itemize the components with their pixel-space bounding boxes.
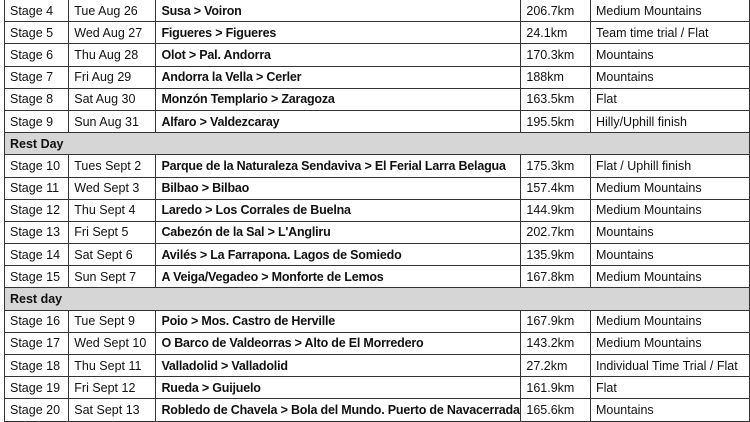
stage-date-cell: Thu Sept 4 xyxy=(69,199,156,221)
stage-route-cell: Alfaro > Valdezcaray xyxy=(156,110,521,132)
stage-distance-cell: 163.5km xyxy=(521,88,591,110)
stage-route-cell: Susa > Voiron xyxy=(156,0,521,22)
stage-terrain-cell: Individual Time Trial / Flat xyxy=(590,355,749,377)
stage-distance-cell: 167.9km xyxy=(521,310,591,332)
stage-distance-cell: 165.6km xyxy=(521,399,591,421)
rest-day-label: Rest Day xyxy=(5,133,750,155)
stage-row xyxy=(5,310,750,332)
stage-row xyxy=(5,244,750,266)
stage-route-cell: O Barco de Valdeorras > Alto de El Morredero xyxy=(156,332,521,354)
stage-route-cell: Bilbao > Bilbao xyxy=(156,177,521,199)
stage-number-cell: Stage 17 xyxy=(5,332,69,354)
stage-number-cell: Stage 20 xyxy=(5,399,69,421)
stage-number-cell: Stage 4 xyxy=(5,0,69,22)
stage-route-cell: Laredo > Los Corrales de Buelna xyxy=(156,199,521,221)
stage-number-cell: Stage 9 xyxy=(5,110,69,132)
stage-terrain-cell: Hilly/Uphill finish xyxy=(590,110,749,132)
stage-date-cell: Tue Sept 9 xyxy=(69,310,156,332)
stage-distance-cell: 206.7km xyxy=(521,0,591,22)
stage-date-cell: Wed Sept 10 xyxy=(69,332,156,354)
stage-row xyxy=(5,44,750,66)
stage-terrain-cell: Medium Mountains xyxy=(590,332,749,354)
stage-terrain-cell: Flat / Uphill finish xyxy=(590,155,749,177)
stage-row xyxy=(5,332,750,354)
stage-row xyxy=(5,155,750,177)
stage-distance-cell: 135.9km xyxy=(521,244,591,266)
stage-route-cell: Valladolid > Valladolid xyxy=(156,355,521,377)
stage-date-cell: Thu Aug 28 xyxy=(69,44,156,66)
stage-number-cell: Stage 8 xyxy=(5,88,69,110)
rest-day-row xyxy=(5,288,750,310)
rest-day-label: Rest day xyxy=(5,288,750,310)
stage-number-cell: Stage 5 xyxy=(5,22,69,44)
stage-number-cell: Stage 12 xyxy=(5,199,69,221)
stage-route-cell: Rueda > Guijuelo xyxy=(156,377,521,399)
stage-distance-cell: 175.3km xyxy=(521,155,591,177)
stage-distance-cell: 170.3km xyxy=(521,44,591,66)
stage-date-cell: Wed Aug 27 xyxy=(69,22,156,44)
stage-terrain-cell: Mountains xyxy=(590,66,749,88)
stage-terrain-cell: Medium Mountains xyxy=(590,310,749,332)
stage-route-cell: Cabezón de la Sal > L'Angliru xyxy=(156,221,521,243)
stage-date-cell: Sun Aug 31 xyxy=(69,110,156,132)
stage-number-cell: Stage 19 xyxy=(5,377,69,399)
stage-date-cell: Tue Aug 26 xyxy=(69,0,156,22)
stage-distance-cell: 195.5km xyxy=(521,110,591,132)
stage-route-cell: Avilés > La Farrapona. Lagos de Somiedo xyxy=(156,244,521,266)
stage-distance-cell: 143.2km xyxy=(521,332,591,354)
stage-terrain-cell: Mountains xyxy=(590,244,749,266)
stage-row xyxy=(5,22,750,44)
stage-distance-cell: 161.9km xyxy=(521,377,591,399)
stage-row xyxy=(5,110,750,132)
stage-number-cell: Stage 7 xyxy=(5,66,69,88)
stage-row xyxy=(5,0,750,22)
stage-row xyxy=(5,221,750,243)
stage-terrain-cell: Medium Mountains xyxy=(590,266,749,288)
stage-distance-cell: 27.2km xyxy=(521,355,591,377)
stage-number-cell: Stage 13 xyxy=(5,221,69,243)
stage-terrain-cell: Mountains xyxy=(590,399,749,421)
stage-route-cell: Parque de la Naturaleza Sendaviva > El Ferial Larra Belagua xyxy=(156,155,521,177)
stage-date-cell: Sun Sept 7 xyxy=(69,266,156,288)
stage-terrain-cell: Team time trial / Flat xyxy=(590,22,749,44)
rest-day-row xyxy=(5,133,750,155)
stage-terrain-cell: Flat xyxy=(590,88,749,110)
stage-schedule-table xyxy=(4,0,750,422)
stage-number-cell: Stage 11 xyxy=(5,177,69,199)
stage-terrain-cell: Mountains xyxy=(590,44,749,66)
stage-row xyxy=(5,355,750,377)
stage-terrain-cell: Mountains xyxy=(590,221,749,243)
stage-route-cell: A Veiga/Vegadeo > Monforte de Lemos xyxy=(156,266,521,288)
stage-distance-cell: 202.7km xyxy=(521,221,591,243)
stage-distance-cell: 188km xyxy=(521,66,591,88)
stage-terrain-cell: Medium Mountains xyxy=(590,199,749,221)
stage-date-cell: Thu Sept 11 xyxy=(69,355,156,377)
stage-number-cell: Stage 16 xyxy=(5,310,69,332)
stage-row xyxy=(5,88,750,110)
stage-distance-cell: 144.9km xyxy=(521,199,591,221)
stage-row xyxy=(5,266,750,288)
stage-date-cell: Sat Aug 30 xyxy=(69,88,156,110)
stage-date-cell: Fri Sept 12 xyxy=(69,377,156,399)
stage-row xyxy=(5,177,750,199)
stage-date-cell: Fri Aug 29 xyxy=(69,66,156,88)
stage-route-cell: Figueres > Figueres xyxy=(156,22,521,44)
stage-number-cell: Stage 10 xyxy=(5,155,69,177)
stage-row xyxy=(5,377,750,399)
stage-distance-cell: 167.8km xyxy=(521,266,591,288)
stage-date-cell: Tues Sept 2 xyxy=(69,155,156,177)
schedule-body xyxy=(5,0,750,421)
stage-date-cell: Fri Sept 5 xyxy=(69,221,156,243)
stage-date-cell: Sat Sept 13 xyxy=(69,399,156,421)
stage-distance-cell: 157.4km xyxy=(521,177,591,199)
stage-row xyxy=(5,66,750,88)
stage-terrain-cell: Medium Mountains xyxy=(590,0,749,22)
stage-route-cell: Andorra la Vella > Cerler xyxy=(156,66,521,88)
stage-distance-cell: 24.1km xyxy=(521,22,591,44)
stage-route-cell: Monzón Templario > Zaragoza xyxy=(156,88,521,110)
stage-number-cell: Stage 18 xyxy=(5,355,69,377)
stage-row xyxy=(5,199,750,221)
stage-number-cell: Stage 6 xyxy=(5,44,69,66)
stage-terrain-cell: Medium Mountains xyxy=(590,177,749,199)
stage-number-cell: Stage 14 xyxy=(5,244,69,266)
stage-date-cell: Wed Sept 3 xyxy=(69,177,156,199)
stage-row xyxy=(5,399,750,421)
stage-route-cell: Robledo de Chavela > Bola del Mundo. Puerto de Navacerrada xyxy=(156,399,521,421)
stage-route-cell: Poio > Mos. Castro de Herville xyxy=(156,310,521,332)
stage-terrain-cell: Flat xyxy=(590,377,749,399)
stage-number-cell: Stage 15 xyxy=(5,266,69,288)
stage-date-cell: Sat Sept 6 xyxy=(69,244,156,266)
stage-route-cell: Olot > Pal. Andorra xyxy=(156,44,521,66)
